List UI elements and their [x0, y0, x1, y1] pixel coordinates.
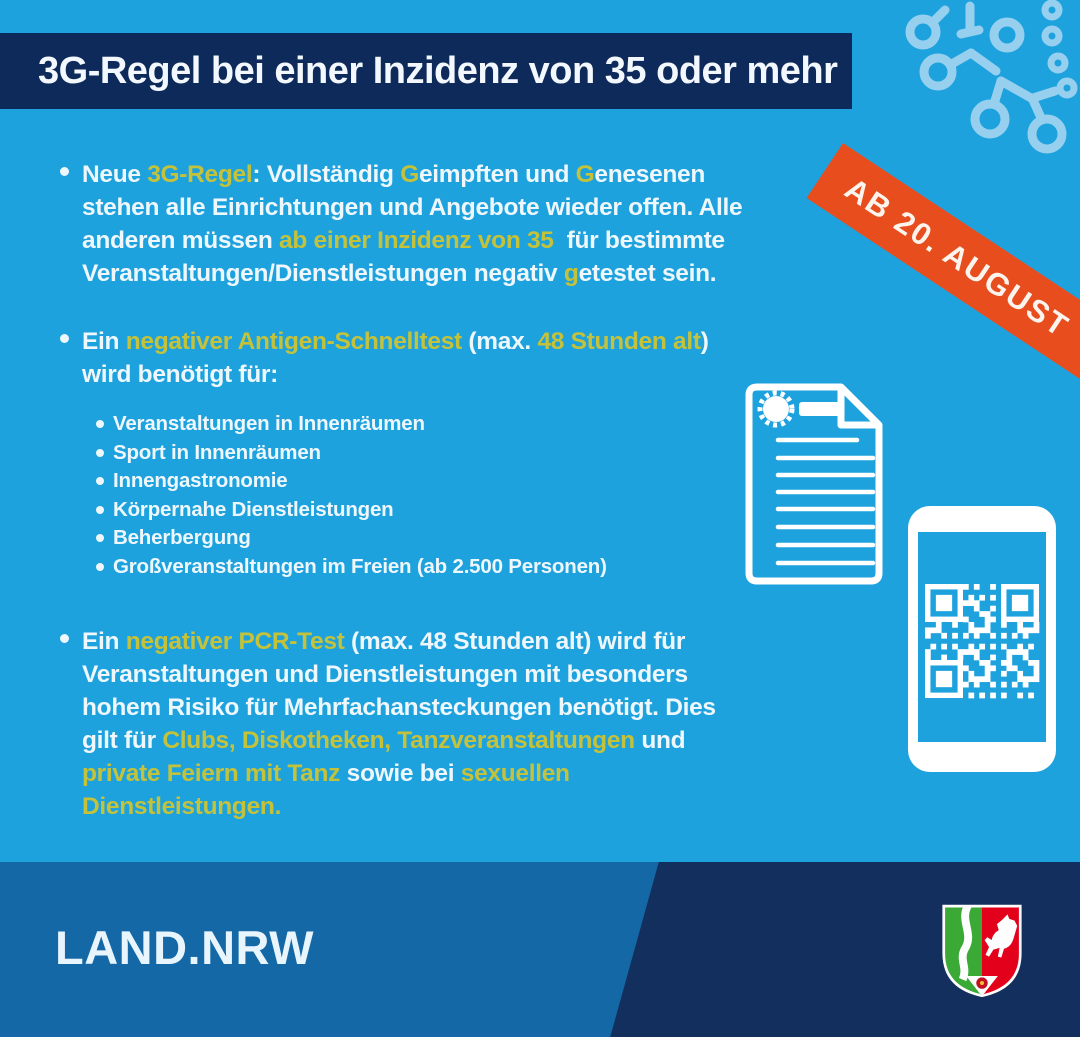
bullet-dot — [60, 334, 69, 343]
bullet-line: Neue 3G-Regel: Vollständig Geimpften und Genesenen — [82, 161, 706, 188]
footer-bar — [0, 862, 1080, 1037]
bullet-line: wird benötigt für: — [82, 361, 279, 388]
nrw-coat-of-arms — [938, 902, 1026, 1004]
bullet-dot — [96, 449, 104, 457]
list-item: Beherbergung — [113, 524, 607, 553]
bullet-line: stehen alle Einrichtungen und Angebote wieder offen. Alle — [82, 194, 743, 221]
bullet-line: Dienstleistungen. — [82, 793, 282, 820]
bullet-line: Veranstaltungen und Dienstleistungen mit besonders — [82, 661, 688, 688]
land-nrw-logo: LAND.NRW — [55, 921, 314, 974]
bullet-dot — [96, 506, 104, 514]
bullet-dot — [96, 420, 104, 428]
title-bar — [0, 33, 852, 109]
phone-qr-code-icon — [908, 506, 1056, 777]
bullet-line: gilt für Clubs, Diskotheken, Tanzveranstaltungen und — [82, 727, 686, 754]
list-item: Innengastronomie — [113, 467, 607, 496]
bullet-line: anderen müssen ab einer Inzidenz von 35 für bestimmte — [82, 227, 725, 254]
bullet-dot — [96, 534, 104, 542]
test-certificate-icon — [743, 381, 893, 594]
bullet-line: private Feiern mit Tanz sowie bei sexuellen — [82, 760, 570, 787]
bullet-line: Veranstaltungen/Dienstleistungen negativ getestet sein. — [82, 260, 717, 287]
bullet-pcr-test — [82, 625, 716, 823]
bullet-dot — [60, 167, 69, 176]
bullet-3g-rule — [82, 158, 742, 290]
bullet-dot — [60, 634, 69, 643]
bullet-line: hohem Risiko für Mehrfachansteckungen benötigt. Dies — [82, 694, 716, 721]
coronavirus-icon — [895, 0, 1080, 163]
bullet-dot — [96, 563, 104, 571]
bullet-antigen-test — [82, 325, 709, 391]
list-item: Veranstaltungen in Innenräumen — [113, 410, 607, 439]
list-item: Großveranstaltungen im Freien (ab 2.500 Personen) — [113, 553, 607, 582]
bullet-line: Ein negativer PCR-Test (max. 48 Stunden alt) wird für — [82, 628, 686, 655]
page-title: 3G-Regel bei einer Inzidenz von 35 oder mehr — [38, 49, 838, 92]
date-ribbon-label: AB 20. AUGUST — [838, 170, 1076, 345]
bullet-dot — [96, 477, 104, 485]
bullet-line: Ein negativer Antigen-Schnelltest (max. 48 Stunden alt) — [82, 328, 709, 355]
antigen-test-list — [113, 410, 607, 582]
list-item: Sport in Innenräumen — [113, 439, 607, 468]
list-item: Körpernahe Dienstleistungen — [113, 496, 607, 525]
